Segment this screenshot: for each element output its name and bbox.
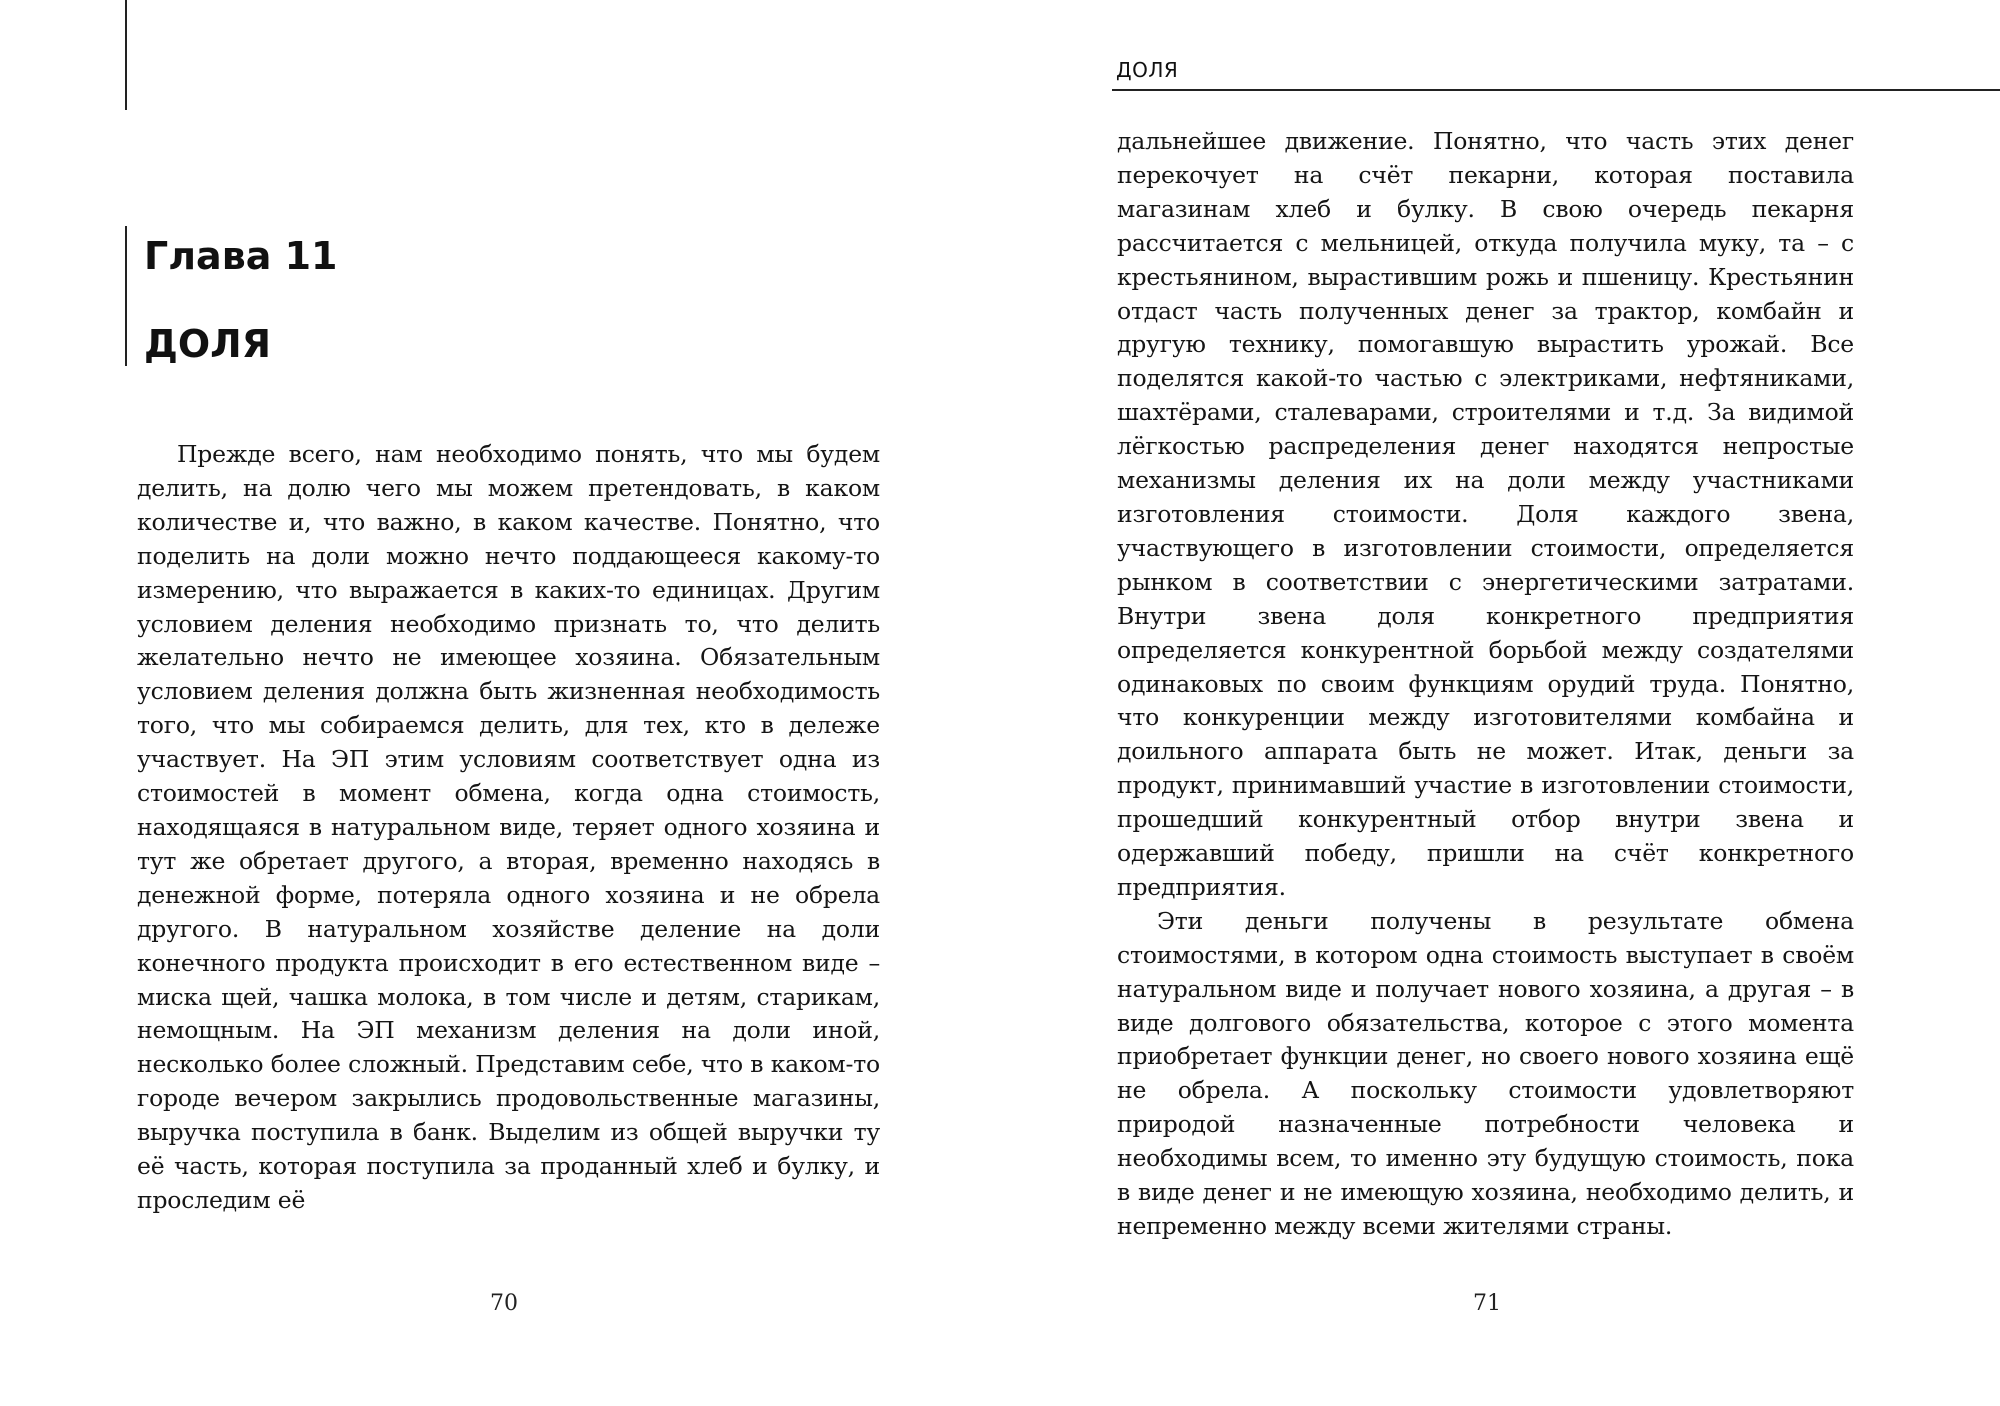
chapter-title: ДОЛЯ xyxy=(144,322,271,366)
running-head: ДОЛЯ xyxy=(1116,58,1179,82)
vertical-rule-chapter xyxy=(125,226,127,366)
running-head-rule xyxy=(1112,89,2000,91)
page-number-right: 71 xyxy=(1473,1291,1501,1316)
page-number-left: 70 xyxy=(490,1291,518,1316)
paragraph-continued: дальнейшее движение. Понятно, что часть этих денег перекочует на счёт пекарни, которая поставила магазинам хлеб и булку. В свою очередь пекарня рассчитается с мельницей, откуда получила муку, та – с крестьянином, вырастившим рожь и пшеницу. Крестьянин отдаст часть полученных денег за трактор, комбайн и другую технику, помогавшую вырастить урожай. Все поделятся какой-то частью с электриками, нефтяниками, шахтёрами, сталеварами, строителями и т.д. За видимой лёгкостью распределения денег находятся непростые механизмы деления их на доли между участниками изготовления стоимости. Доля каждого звена, участвующего в изготовлении стоимости, определяется рынком в соответствии с энергетическими затратами. Внутри звена доля конкретного предприятия определяется конкурентной борьбой между создателями одинаковых по своим функциям орудий труда. Понятно, что конкуренции между изготовителями комбайна и доильного аппарата быть не может. Итак, деньги за продукт, принимавший участие в изготовлении стоимости, прошедший конкурентный отбор внутри звена и одержавший победу, пришли на счёт конкретного предприятия. xyxy=(1117,127,1854,901)
chapter-label: Глава 11 xyxy=(144,234,338,278)
left-body-text xyxy=(137,438,880,1218)
vertical-rule-top xyxy=(125,0,127,110)
paragraph: Эти деньги получены в результате обмена стоимостями, в котором одна стоимость выступает в своём натуральном виде и получает нового хозяина, а другая – в виде долгового обязательства, которое с этого момента приобретает функции денег, но своего нового хозяина ещё не обрела. А поскольку стоимости удовлетворяют природой назначенные потребности человека и необходимы всем, то именно эту будущую стоимость, пока в виде денег и не имеющую хозяина, необходимо делить, и непременно между всеми жителями страны. xyxy=(1117,906,1854,1240)
right-body-text xyxy=(1117,125,1854,1244)
right-page xyxy=(1000,0,2000,1406)
paragraph: Прежде всего, нам необходимо понять, что мы будем делить, на долю чего мы можем претендовать, в каком количестве и, что важно, в каком качестве. Понятно, что поделить на доли можно нечто поддающееся какому-то измерению, что выражается в каких-то единицах. Другим условием деления необходимо признать то, что делить желательно нечто не имеющее хозяина. Обязательным условием деления должна быть жизненная необходимость того, что мы собираемся делить, для тех, кто в дележе участвует. На ЭП этим условиям соответствует одна из стоимостей в момент обмена, когда одна стоимость, находящаяся в натуральном виде, теряет одного хозяина и тут же обретает другого, а вторая, временно находясь в денежной форме, потеряла одного хозяина и не обрела другого. В натуральном хозяйстве деление на доли конечного продукта происходит в его естественном виде – миска щей, чашка молока, в том числе и детям, старикам, немощным. На ЭП механизм деления на доли иной, несколько более сложный. Представим себе, что в каком-то городе вечером закрылись продовольственные магазины, выручка поступила в банк. Выделим из общей выручки ту её часть, которая поступила за проданный хлеб и булку, и проследим её xyxy=(137,440,880,1214)
